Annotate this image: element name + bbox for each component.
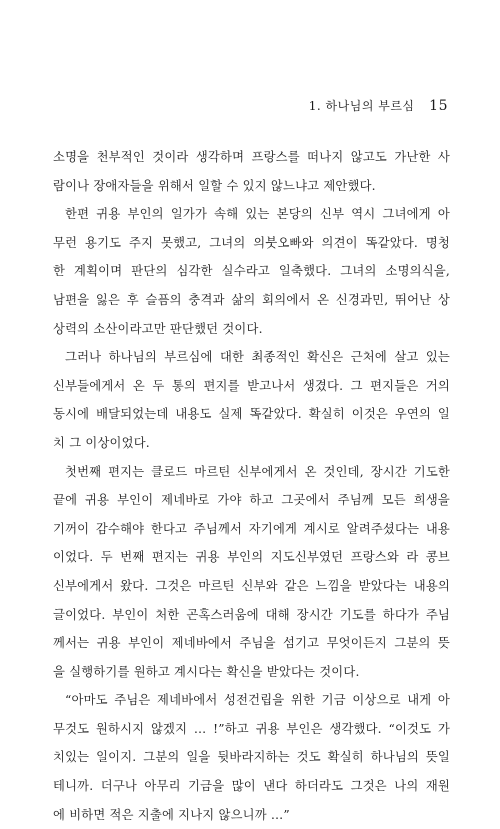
text-line: 을 실행하기를 원하고 계시다는 확신을 받았다는 것이다. [53, 664, 360, 679]
text-line: 람이나 장애자들을 위해서 일할 수 있지 않느냐고 제안했다. [53, 178, 376, 193]
text-line: 소명을 천부적인 것이라 생각하며 프랑스를 떠나지 않고도 가난한 사 [53, 150, 450, 164]
text-line: 동시에 배달되었는데 내용도 실제 똑같았다. 확실히 이것은 우연의 일 [53, 407, 450, 422]
page-number: 15 [429, 98, 448, 114]
text-line: 에 비하면 적은 지출에 지나지 않으니까 …” [53, 807, 290, 822]
running-header [309, 97, 448, 114]
text-line: 께서는 귀용 부인이 제네바에서 주님을 섬기고 무엇이든지 그분의 뜻 [53, 636, 450, 651]
text-line: 신부들에게서 온 두 통의 편지를 받고나서 생겼다. 그 편지들은 거의 [53, 378, 450, 393]
text-line: 남편을 잃은 후 슬픔의 충격과 삶의 회의에서 온 신경과민, 뛰어난 상 [53, 292, 450, 307]
text-line: 상력의 소산이라고만 판단했던 것이다. [53, 321, 263, 336]
text-line: 끝에 귀용 부인이 제네바로 가야 하고 그곳에서 주님께 모든 희생을 [53, 493, 450, 508]
text-line: 그러나 하나님의 부르심에 대한 최종적인 확신은 근처에 살고 있는 [65, 350, 450, 365]
text-line: 치있는 일이지. 그분의 일을 뒷바라지하는 것도 확실히 하나님의 뜻일 [53, 750, 450, 765]
text-line: 첫번째 편지는 클로드 마르틴 신부에게서 온 것인데, 장시간 기도한 [65, 464, 450, 479]
text-line: “아마도 주님은 제네바에서 성전건립을 위한 기금 이상으로 내게 아 [65, 693, 450, 708]
body-text [53, 143, 450, 829]
chapter-title: 1. 하나님의 부르심 [308, 99, 415, 113]
text-line: 치 그 이상이었다. [53, 435, 150, 450]
text-line: 이었다. 두 번째 편지는 귀용 부인의 지도신부였던 프랑스와 라 콩브 [53, 550, 450, 565]
text-line: 무것도 원하시지 않겠지 … !”하고 귀용 부인은 생각했다. “이것도 가 [53, 721, 450, 736]
text-line: 기꺼이 감수해야 한다고 주님께서 자기에게 계시로 알려주셨다는 내용 [53, 521, 450, 536]
text-line: 신부에게서 왔다. 그것은 마르틴 신부와 같은 느낌을 받았다는 내용의 [53, 578, 450, 593]
text-line: 글이었다. 부인이 처한 곤혹스러움에 대해 장시간 기도를 하다가 주님 [53, 607, 450, 622]
text-line: 무런 용기도 주지 못했고, 그녀의 의붓오빠와 의견이 똑같았다. 명청 [53, 235, 450, 250]
text-line: 한편 귀용 부인의 일가가 속해 있는 본당의 신부 역시 그녀에게 아 [65, 207, 450, 222]
text-line: 테니까. 더구나 아무리 기금을 많이 낸다 하더라도 그것은 나의 재원 [53, 779, 450, 794]
text-line: 한 계획이며 판단의 심각한 실수라고 일축했다. 그녀의 소명의식을, [53, 264, 450, 279]
